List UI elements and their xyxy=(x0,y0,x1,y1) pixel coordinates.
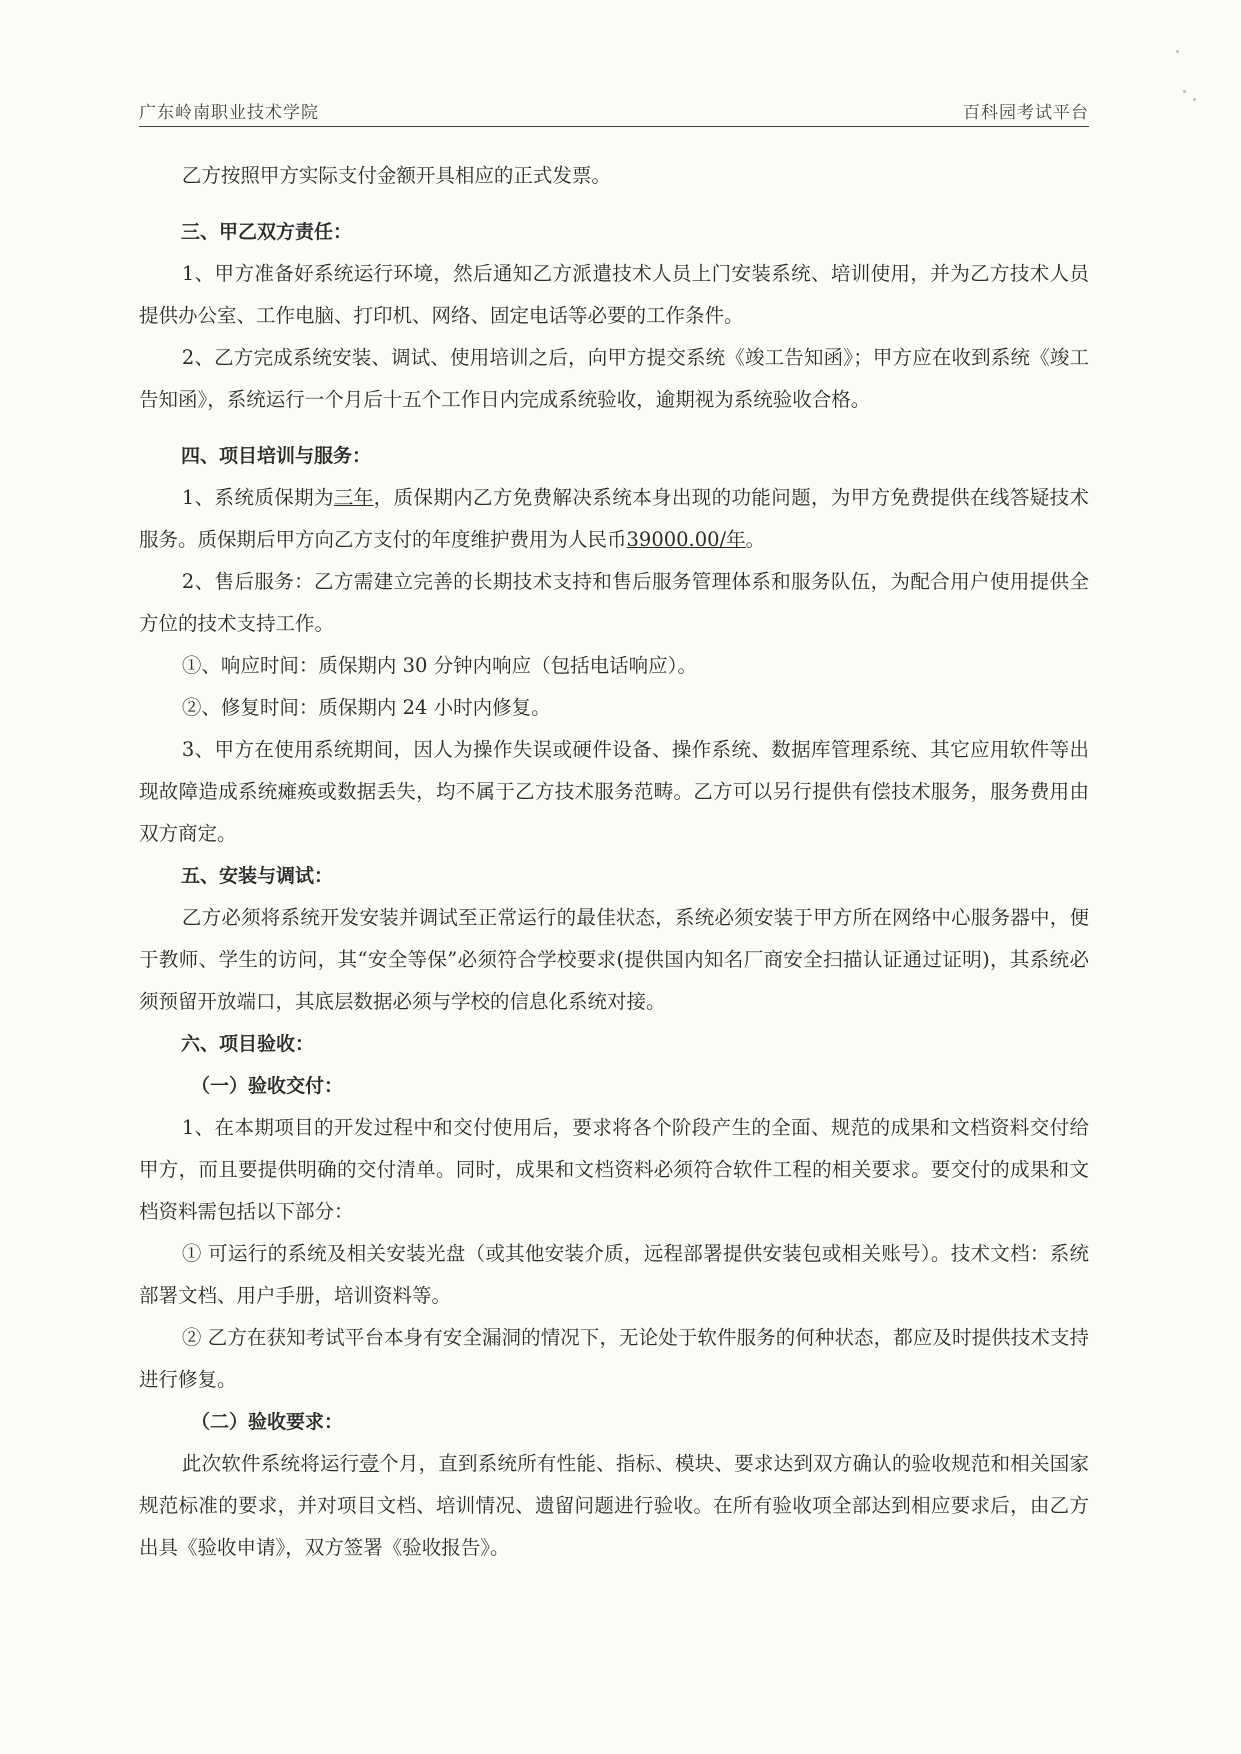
section-4-p3: 3、甲方在使用系统期间，因人为操作失误或硬件设备、操作系统、数据库管理系统、其它应用软件等出现故障造成系统瘫痪或数据丢失，均不属于乙方技术服务范畴。乙方可以另行提供有偿技术服务，服务费用由双方商定。 xyxy=(139,738,1089,845)
header-platform: 百科园考试平台 xyxy=(963,103,1089,123)
section-6-p1-1: ① 可运行的系统及相关安装光盘（或其他安装介质，远程部署提供安装包或相关账号）。技术文档：系统部署文档、用户手册，培训资料等。 xyxy=(139,1242,1089,1307)
section-6-p2 xyxy=(139,1443,1089,1569)
s4-p1-part-a: 1、系统质保期为 xyxy=(181,486,334,509)
trial-period: 壹 xyxy=(359,1452,380,1475)
s4-p1-part-b: ，质保期内乙方免费解决系统本身出现的功能问题，为甲方免费提供在线答疑技术服务。质保期后甲方向乙方支付的年度维护费用为人民币 xyxy=(139,486,1089,551)
section-4-p2-1: ①、响应时间：质保期内 30 分钟内响应（包括电话响应）。 xyxy=(181,654,697,677)
s4-p1-part-c: 。 xyxy=(745,528,766,551)
section-4-p2-2: ②、修复时间：质保期内 24 小时内修复。 xyxy=(181,696,551,719)
s6-p2-part-a: 此次软件系统将运行 xyxy=(181,1452,360,1475)
section-6-sub1: （一）验收交付： xyxy=(191,1075,344,1097)
section-3-p2: 2、乙方完成系统安装、调试、使用培训之后，向甲方提交系统《竣工告知函》；甲方应在收到系统《竣工告知函》，系统运行一个月后十五个工作日内完成系统验收，逾期视为系统验收合格。 xyxy=(139,346,1089,411)
document-body xyxy=(139,155,1089,1569)
section-4-p2: 2、售后服务：乙方需建立完善的长期技术支持和售后服务管理体系和服务队伍，为配合用户使用提供全方位的技术支持工作。 xyxy=(139,570,1089,635)
section-4-p1 xyxy=(139,477,1089,561)
section-3-title: 三、甲乙双方责任： xyxy=(181,221,353,243)
section-5-title: 五、安装与调试： xyxy=(181,865,334,887)
page-header xyxy=(139,98,1089,127)
invoice-paragraph: 乙方按照甲方实际支付金额开具相应的正式发票。 xyxy=(181,164,611,187)
section-4-title: 四、项目培训与服务： xyxy=(181,445,372,467)
section-5-p1: 乙方必须将系统开发安装并调试至正常运行的最佳状态，系统必须安装于甲方所在网络中心服务器中，便于教师、学生的访问，其“安全等保”必须符合学校要求(提供国内知名厂商安全扫描认证通过证明)，其系统必须预留开放端口，其底层数据必须与学校的信息化系统对接。 xyxy=(139,906,1089,1013)
section-6-title: 六、项目验收： xyxy=(181,1033,315,1055)
section-6-p1: 1、在本期项目的开发过程中和交付使用后，要求将各个阶段产生的全面、规范的成果和文档资料交付给甲方，而且要提供明确的交付清单。同时，成果和文档资料必须符合软件工程的相关要求。要交付的成果和文档资料需包括以下部分： xyxy=(139,1116,1089,1223)
section-6-sub2: （二）验收要求： xyxy=(191,1411,344,1433)
warranty-term: 三年 xyxy=(333,486,374,509)
header-institution: 广东岭南职业技术学院 xyxy=(139,103,319,123)
section-6-p1-2: ② 乙方在获知考试平台本身有安全漏洞的情况下，无论处于软件服务的何种状态，都应及时提供技术支持进行修复。 xyxy=(139,1326,1089,1391)
s6-p2-part-b: 个月，直到系统所有性能、指标、模块、要求达到双方确认的验收规范和相关国家规范标准的要求，并对项目文档、培训情况、遗留问题进行验收。在所有验收项全部达到相应要求后，由乙方出具《验收申请》，双方签署《验收报告》。 xyxy=(139,1452,1089,1559)
section-3-p1: 1、甲方准备好系统运行环境，然后通知乙方派遣技术人员上门安装系统、培训使用，并为乙方技术人员提供办公室、工作电脑、打印机、网络、固定电话等必要的工作条件。 xyxy=(139,262,1089,327)
scan-speckles xyxy=(1171,50,1201,120)
maintenance-fee: 39000.00/年 xyxy=(626,528,746,551)
